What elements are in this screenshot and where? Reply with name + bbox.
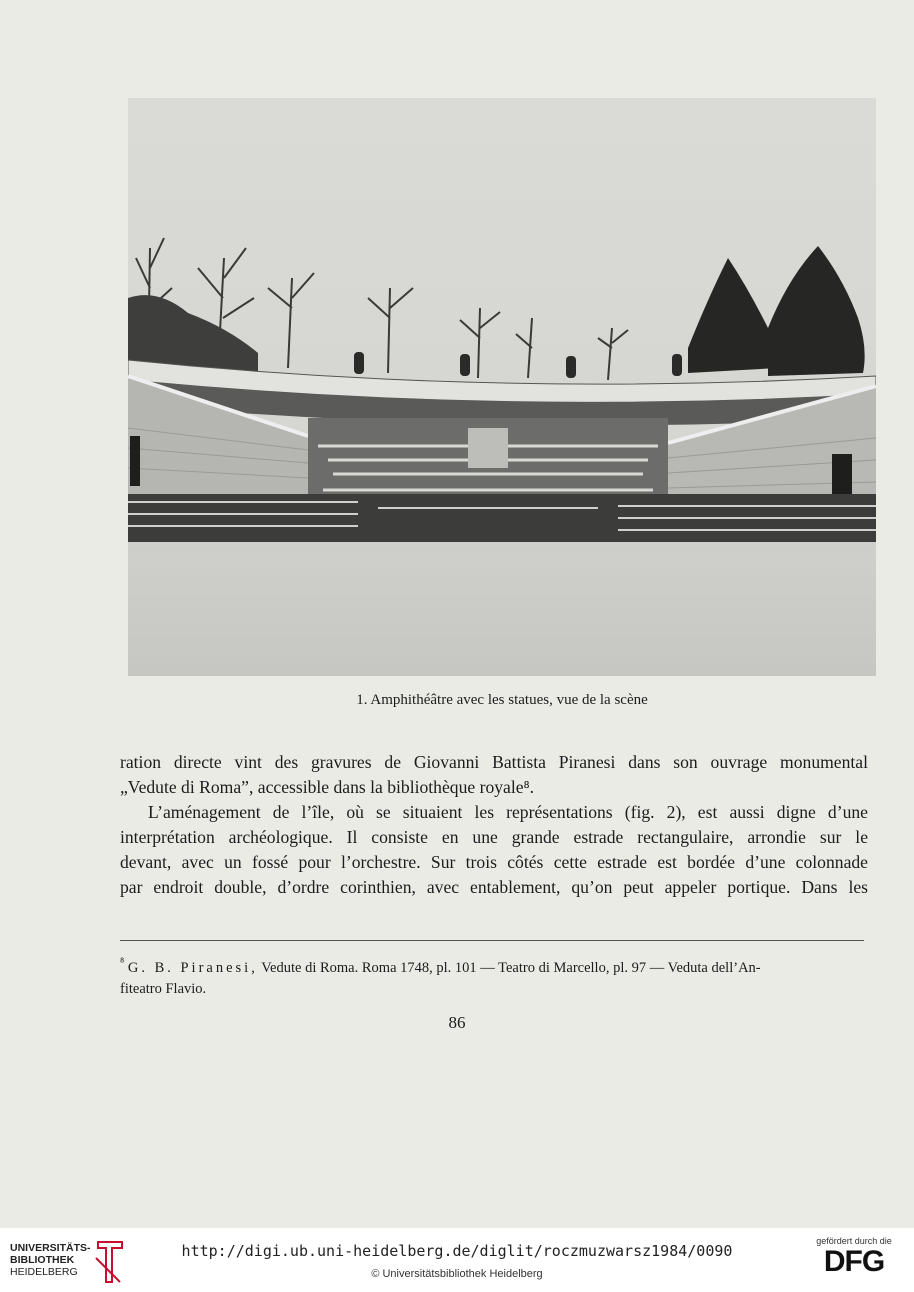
text-line: interprétation archéologique. Il consiste en une grande estrade rectangulaire, arrondie sur le [120,827,868,847]
dfg-logo[interactable] [804,1236,904,1278]
footnote-marker: ⁸ [120,955,125,969]
footnote-text: Vedute di Roma. Roma 1748, pl. 101 — Teatro di Marcello, pl. 97 — Veduta dell’An- [257,959,761,976]
copyright-notice: © Universitätsbibliothek Heidelberg [371,1268,543,1280]
text-line: L’aménagement de l’île, où se situaient les représentations (fig. 2), est aussi digne d’une [148,802,868,822]
footnote-line: fiteatro Flavio. [120,980,207,997]
funding-note: gefördert durch die [816,1236,892,1246]
library-name-line: BIBLIOTHEK [10,1254,75,1266]
body-text [120,750,868,900]
footnote-author: G. B. Piranesi, [127,959,258,976]
library-name-line: UNIVERSITÄTS- [10,1242,91,1254]
viewer-footer [0,1228,914,1292]
text-line: par endroit double, d’ordre corinthien, avec entablement, qu’on peut appeler portique. Dans les [120,877,868,897]
permalink-url[interactable]: http://digi.ub.uni-heidelberg.de/diglit/roczmuzwarsz1984/0090 [181,1242,733,1260]
figure-caption: 1. Amphithéâtre avec les statues, vue de la scène [356,692,648,708]
amphitheatre-photo [128,98,876,676]
library-name-line: HEIDELBERG [10,1266,78,1278]
footnote [120,952,868,1000]
text-line: ration directe vint des gravures de Giovanni Battista Piranesi dans son ouvrage monumental [120,752,868,772]
dfg-wordmark: DFG [823,1245,885,1278]
text-line: devant, avec un fossé pour l’orchestre. Sur trois côtés cette estrade est bordée d’une colonnade [120,852,868,872]
text-line: „Vedute di Roma”, accessible dans la bibliothèque royale⁸. [120,777,535,797]
page-number: 86 [448,1013,466,1032]
footnote-rule [120,940,864,941]
footnote-line [120,952,868,979]
